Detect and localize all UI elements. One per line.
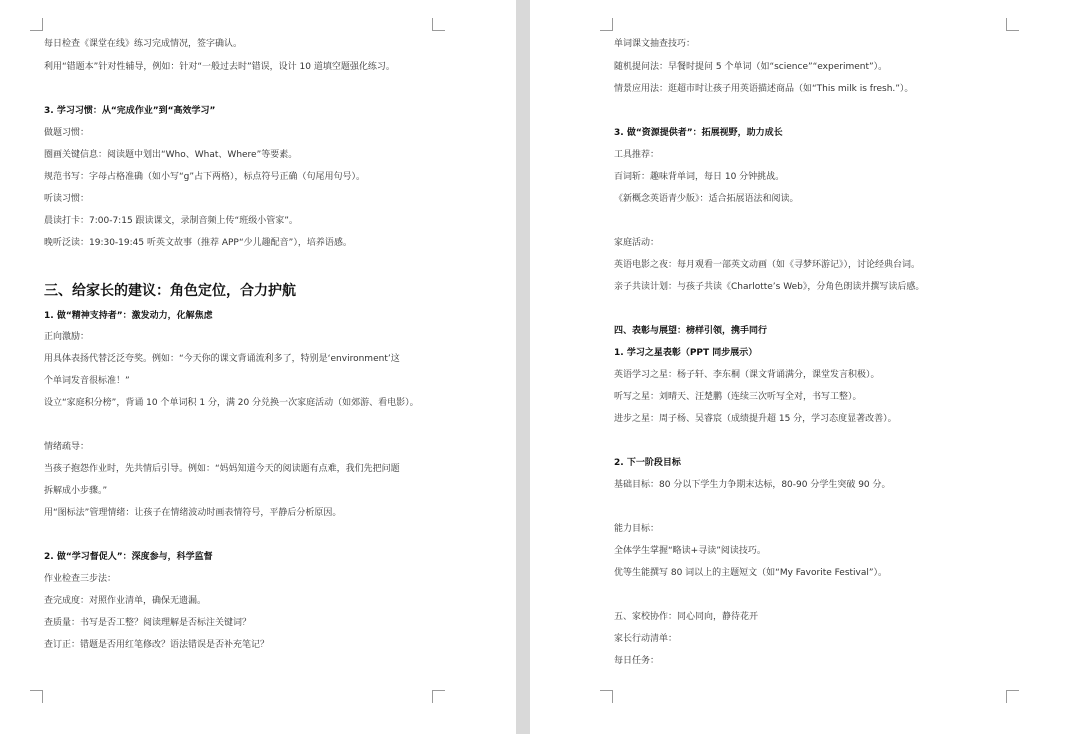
paragraph: 利用“错题本”针对性辅导，例如：针对“一般过去时”错误，设计 10 道填空题强化练习。 (44, 62, 395, 72)
subheading: 2. 做“学习督促人”：深度参与，科学监督 (44, 552, 213, 562)
paragraph: 规范书写：字母占格准确（如小写“g”占下两格），标点符号正确（句尾用句号）。 (44, 172, 366, 182)
paragraph: 拆解成小步骤。” (44, 486, 108, 496)
paragraph: 《新概念英语青少版》：适合拓展语法和阅读。 (614, 194, 799, 204)
paragraph: 听读习惯： (44, 194, 90, 204)
paragraph: 基础目标：80 分以下学生力争期末达标，80-90 分学生突破 90 分。 (614, 480, 891, 490)
paragraph: 查订正：错题是否用红笔修改？语法错误是否补充笔记？ (44, 640, 270, 650)
margin-corner-mark (432, 18, 445, 31)
paragraph: 能力目标： (614, 524, 660, 534)
margin-corner-mark (432, 690, 445, 703)
paragraph: 晚听泛读：19:30-19:45 听英文故事（推荐 APP“少儿趣配音”），培养语感。 (44, 238, 352, 248)
paragraph: 单词课文抽查技巧： (614, 39, 696, 49)
margin-corner-mark (600, 690, 613, 703)
subheading: 1. 学习之星表彰（PPT 同步展示） (614, 348, 758, 358)
paragraph: 家长行动清单： (614, 634, 678, 644)
paragraph: 优等生能撰写 80 词以上的主题短文（如“My Favorite Festival”）。 (614, 568, 888, 578)
paragraph: 用具体表扬代替泛泛夸奖。例如：“今天你的课文背诵流利多了，特别是‘environment’这 (44, 354, 400, 364)
paragraph: 亲子共读计划：与孩子共读《Charlotte’s Web》，分角色朗读并撰写读后感。 (614, 282, 925, 292)
right-document-page (530, 0, 1080, 734)
paragraph: 每日任务： (614, 656, 660, 666)
paragraph: 百词斩：趣味背单词，每日 10 分钟挑战。 (614, 172, 785, 182)
paragraph: 每日检查《课堂在线》练习完成情况，签字确认。 (44, 39, 243, 49)
margin-corner-mark (1006, 690, 1019, 703)
subheading: 3. 做“资源提供者”：拓展视野，助力成长 (614, 128, 783, 138)
paragraph: 做题习惯： (44, 128, 90, 138)
paragraph: 进步之星：周子杨、吴睿宸（成绩提升超 15 分，学习态度显著改善）。 (614, 414, 897, 424)
subheading: 1. 做“精神支持者”：激发动力，化解焦虑 (44, 311, 213, 321)
paragraph: 当孩子抱怨作业时，先共情后引导。例如：“妈妈知道今天的阅读题有点难，我们先把问题 (44, 464, 400, 474)
margin-corner-mark (600, 18, 613, 31)
paragraph: 工具推荐： (614, 150, 660, 160)
paragraph: 作业检查三步法： (44, 574, 117, 584)
page-gutter (516, 0, 530, 734)
paragraph: 设立“家庭积分榜”，背诵 10 个单词积 1 分，满 20 分兑换一次家庭活动（如郊游、看电影）。 (44, 398, 419, 408)
paragraph: 圈画关键信息：阅读题中划出“Who、What、Where”等要素。 (44, 150, 298, 160)
paragraph: 英语电影之夜：每月观看一部英文动画（如《寻梦环游记》），讨论经典台词。 (614, 260, 921, 270)
paragraph: 情景应用法：逛超市时让孩子用英语描述商品（如“This milk is fresh.”）。 (614, 84, 914, 94)
paragraph: 随机提问法：早餐时提问 5 个单词（如“science”“experiment”）。 (614, 62, 888, 72)
paragraph: 情绪疏导： (44, 442, 90, 452)
paragraph: 查完成度：对照作业清单，确保无遗漏。 (44, 596, 207, 606)
left-document-page (0, 0, 516, 734)
paragraph: 个单词发音很标准！” (44, 376, 130, 386)
section-heading: 三、给家长的建议：角色定位，合力护航 (44, 283, 296, 299)
section-heading: 四、表彰与展望：榜样引领，携手同行 (614, 326, 768, 336)
paragraph: 查质量：书写是否工整？阅读理解是否标注关键词？ (44, 618, 252, 628)
margin-corner-mark (30, 690, 43, 703)
margin-corner-mark (1006, 18, 1019, 31)
paragraph: 全体学生掌握“略读+寻读”阅读技巧。 (614, 546, 766, 556)
paragraph: 英语学习之星：杨子轩、李东桐（课文背诵满分，课堂发言积极）。 (614, 370, 880, 380)
subheading: 3. 学习习惯：从“完成作业”到“高效学习” (44, 106, 216, 116)
paragraph: 听写之星：刘晴天、汪楚鹏（连续三次听写全对，书写工整）。 (614, 392, 862, 402)
subheading: 2. 下一阶段目标 (614, 458, 681, 468)
paragraph: 用“图标法”管理情绪：让孩子在情绪波动时画表情符号，平静后分析原因。 (44, 508, 342, 518)
margin-corner-mark (30, 18, 43, 31)
section-heading: 五、家校协作：同心同向，静待花开 (614, 612, 759, 622)
paragraph: 晨读打卡：7:00-7:15 跟读课文，录制音频上传“班级小管家”。 (44, 216, 298, 226)
paragraph: 正向激励： (44, 332, 90, 342)
paragraph: 家庭活动： (614, 238, 660, 248)
